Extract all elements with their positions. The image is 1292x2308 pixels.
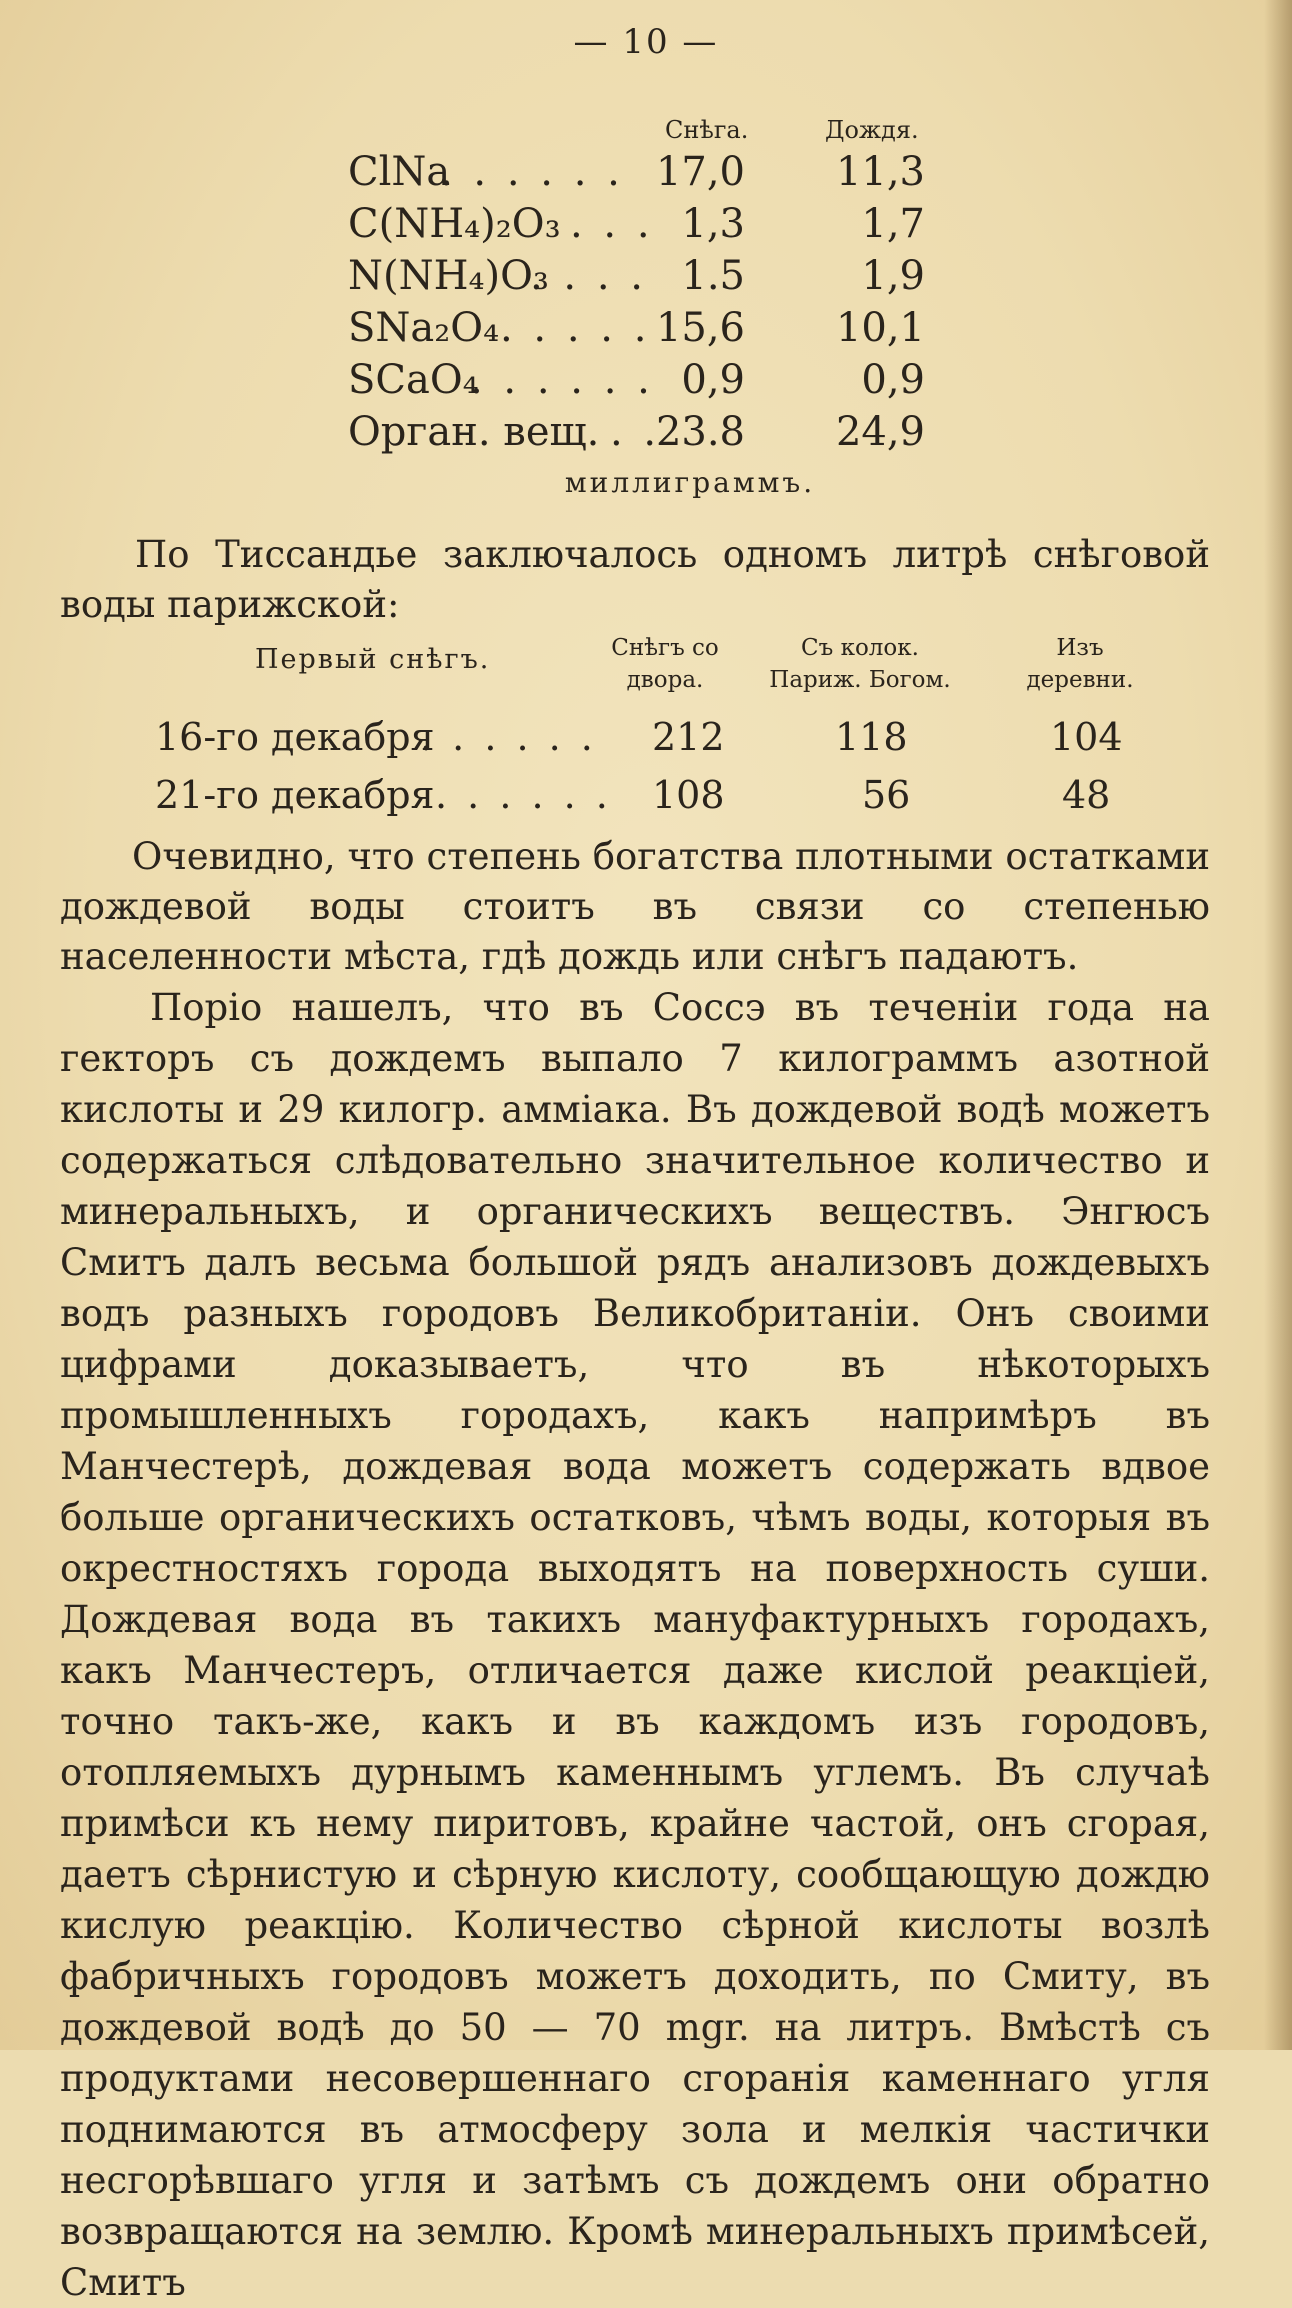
rain-value: 24,9 <box>835 409 925 455</box>
rain-value: 11,3 <box>835 149 925 195</box>
col-yard-header: Снѣгъ со двора. <box>611 635 719 693</box>
snow-value: 23.8 <box>655 409 745 455</box>
rain-value: 10,1 <box>835 305 925 351</box>
church-value: 118 <box>835 715 908 759</box>
leader-dots: . . <box>610 409 661 455</box>
unit-label: миллиграммъ. <box>564 466 816 499</box>
paragraph-2: Поріо нашелъ, что въ Соссэ въ теченіи года на гекторъ съ дождемъ выпало 7 килограммъ азотной кислоты и 29 килогр. амміака. Въ дождевой водѣ можетъ содержаться слѣдовательно значительное количество и минеральныхъ, и органическихъ веществъ. Энгюсъ Смитъ далъ весьма большой рядъ анализовъ дождевыхъ водъ разныхъ городовъ Великобританіи. Онъ своими цифрами доказываетъ, что въ нѣкоторыхъ промышленныхъ городахъ, какъ напримѣръ въ Манчестерѣ, дождевая вода можетъ содержать вдвое больше органическихъ остатковъ, чѣмъ воды, которыя въ окрестностяхъ города выходятъ на поверхность суши. Дождевая вода въ такихъ мануфактурныхъ городахъ, какъ Манчестеръ, отличается даже кислой реакціей, точно такъ-же, какъ и въ каждомъ изъ городовъ, отопляемыхъ дурнымъ каменнымъ углемъ. Въ случаѣ примѣси къ нему пиритовъ, крайне частой, онъ сгорая, даетъ сѣрнистую и сѣрную кислоту, сообщающую дождю кислую реакцію. Количество сѣрной кислоты возлѣ фабричныхъ городовъ можетъ доходить, по Смиту, въ дождевой водѣ до 50 — 70 mgr. на литръ. Вмѣстѣ съ продуктами несовершеннаго сгоранія каменнаго угля поднимаются въ атмосферу зола и мелкія частички несгорѣвшаго угля и затѣмъ съ дождемъ они обратно возвращаются на землю. Кромѣ минеральныхъ примѣсей, Смитъ <box>60 986 1210 2304</box>
yard-value: 108 <box>652 773 725 817</box>
tissandier-snow-table <box>150 628 1150 824</box>
first-snow-label: Первый снѣгъ. <box>255 644 491 675</box>
rain-value: 1,7 <box>861 201 925 247</box>
leader-dots: . . . . . <box>500 305 651 351</box>
table-row <box>340 302 980 354</box>
col-rain-header: Дождя. <box>825 116 919 144</box>
page-spine-shadow <box>1264 0 1292 2050</box>
rain-snow-composition-table <box>340 110 980 499</box>
substance: ClNa <box>348 149 451 195</box>
church-value: 56 <box>862 773 911 817</box>
table-row <box>340 354 980 406</box>
leader-dots: . . . . . . <box>420 715 597 759</box>
table-header <box>150 628 1150 708</box>
leader-dots: . . . . . . <box>470 357 654 403</box>
rain-value: 1,9 <box>861 253 925 299</box>
intro-paragraph: По Тиссандье заключалось одномъ литрѣ снѣговой воды парижской: <box>60 533 1210 626</box>
snow-value: 17,0 <box>655 149 745 195</box>
table-row <box>340 406 980 458</box>
substance: N(NH₄)O₃ <box>348 253 549 299</box>
date: 16-го декабря <box>155 715 435 759</box>
table-header <box>340 110 980 146</box>
snow-value: 0,9 <box>681 357 745 403</box>
yard-value: 212 <box>652 715 725 759</box>
substance: SCaO₄ <box>348 357 479 403</box>
date: 21-го декабря <box>155 773 435 817</box>
leader-dots: . . . . <box>530 253 648 299</box>
leader-dots: . . . . . . <box>435 773 612 817</box>
leader-dots: . . . . . . <box>440 149 624 195</box>
col-village-header: Изъ деревни. <box>1026 635 1134 693</box>
village-value: 48 <box>1062 773 1111 817</box>
village-value: 104 <box>1050 715 1123 759</box>
page-number: — 10 — <box>573 22 719 62</box>
snow-value: 15,6 <box>655 305 745 351</box>
table-row <box>340 146 980 198</box>
snow-value: 1,3 <box>681 201 745 247</box>
table-row <box>340 198 980 250</box>
table-row <box>150 708 1150 766</box>
rain-value: 0,9 <box>861 357 925 403</box>
snow-value: 1.5 <box>681 253 745 299</box>
col-church-header: Съ колок. Париж. Богом. <box>769 635 951 693</box>
col-snow-header: Снѣга. <box>665 116 749 144</box>
substance: SNa₂O₄ <box>348 305 500 351</box>
substance: Орган. вещ. <box>348 409 600 455</box>
table-row <box>150 766 1150 824</box>
leader-dots: . . . <box>570 201 654 247</box>
paragraph-1: Очевидно, что степень богатства плотными остатками дождевой воды стоитъ въ связи со степенью населенности мѣста, гдѣ дождь или снѣгъ падаютъ. <box>60 835 1210 978</box>
table-row <box>340 250 980 302</box>
substance: C(NH₄)₂O₃ <box>348 201 561 247</box>
